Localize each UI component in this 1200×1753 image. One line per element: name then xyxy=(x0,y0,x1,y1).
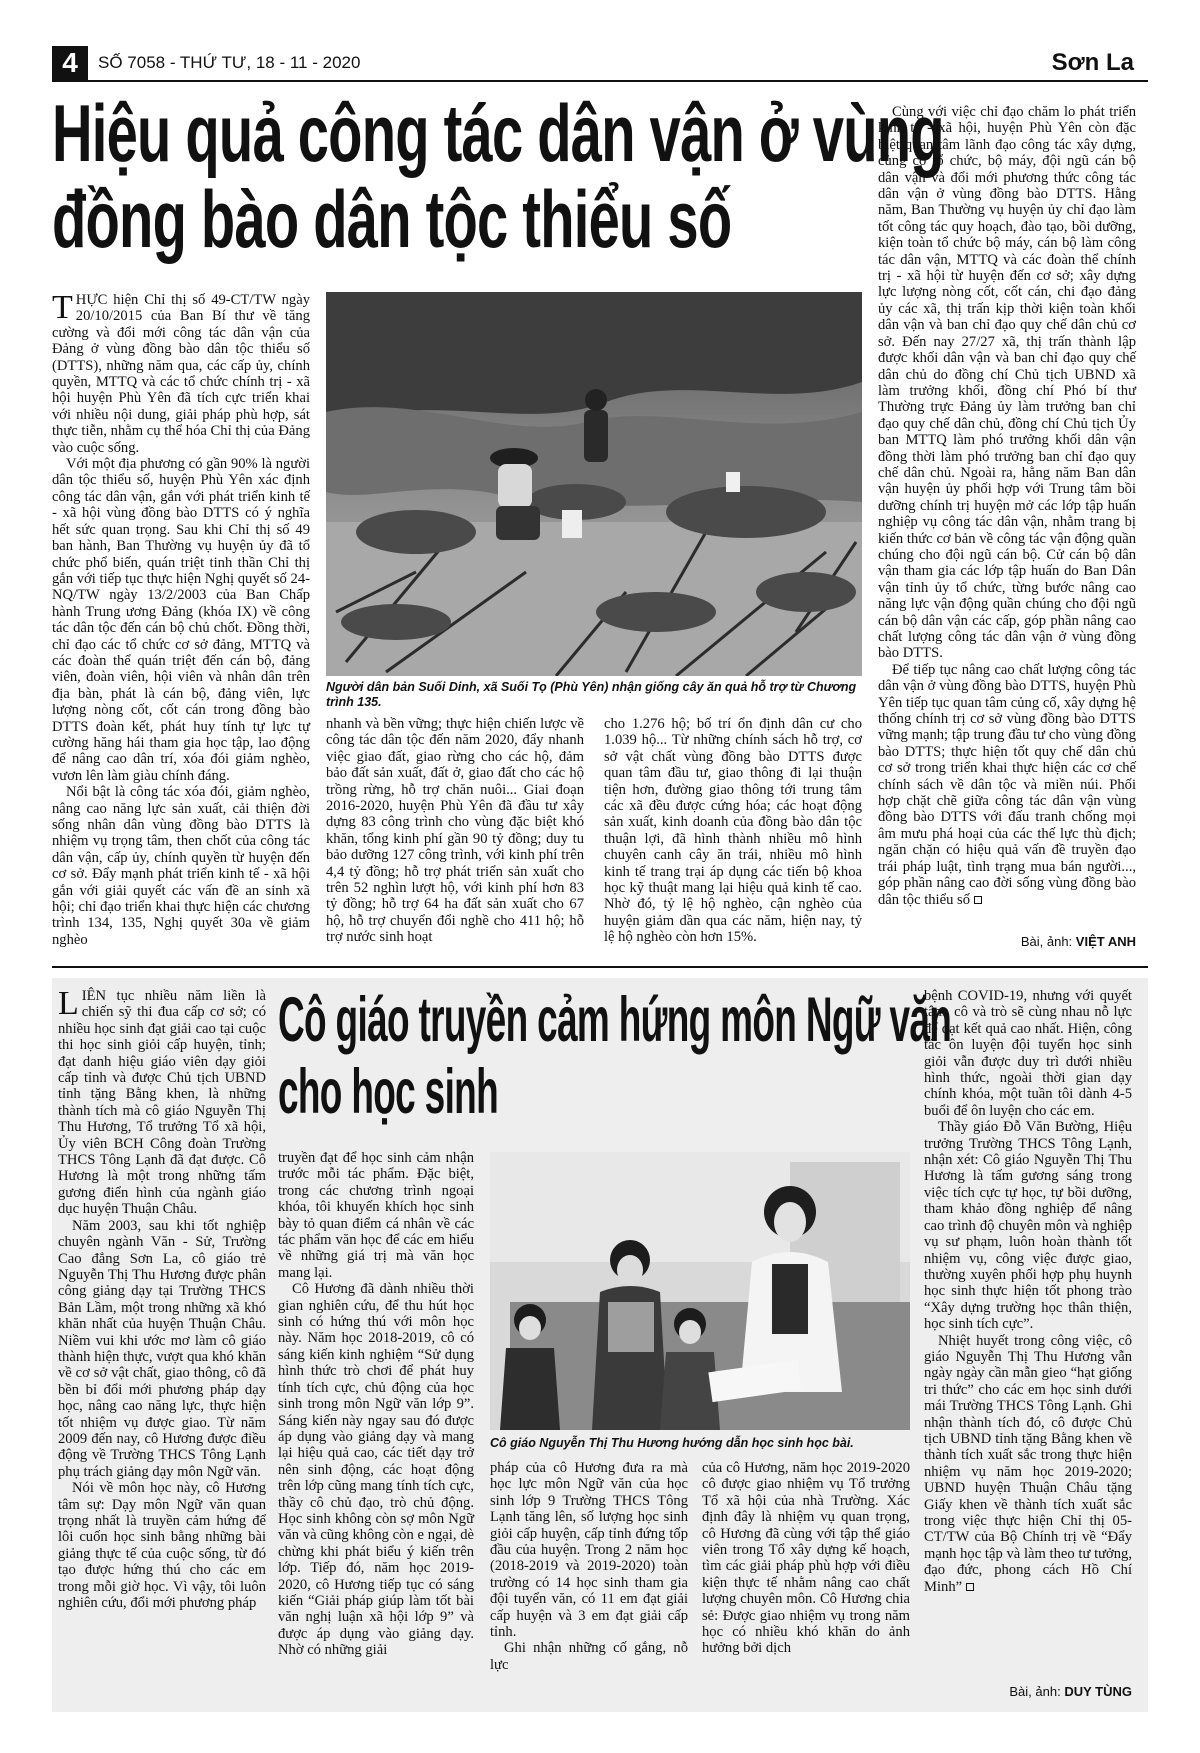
article-2-byline xyxy=(924,1684,1132,1699)
article-1-paragraph: Để tiếp tục nâng cao chất lượng công tác dân vận ở vùng đồng bào DTTS, huyện Phù Yên tiếp tục quan tâm củng cố, xây dựng hệ thống chính trị cơ sở vùng đồng bào DTTS vững mạnh; tập trung đầu tư cho vùng đồng bào DTTS; thực hiện tốt quy chế dân chủ cơ sở trong triển khai thực hiện các cơ chế chính sách về dân tộc và miền núi. Phối hợp chặt chẽ giữa công tác dân vận vùng đồng bào DTTS với đấu tranh chống mọi âm mưu phá hoại của các thế lực thù địch; ngăn chặn có hiệu quả vấn đề truyền đạo trái pháp luật, tình trạng mua bán người..., góp phần nâng cao đời sống vùng đồng bào dân tộc thiểu số xyxy=(878,661,1136,908)
article-separator xyxy=(52,966,1148,968)
article-2-title xyxy=(278,984,952,1144)
article-1-paragraph: nhanh và bền vững; thực hiện chiến lược về công tác dân tộc đến năm 2020, đẩy nhanh việc giao đất, giao rừng cho các hộ, đảm bảo đất sản xuất, đất ở, giao đất cho các hộ trồng rừng, hỗ trợ chăn nuôi... Giai đoạn 2016-2020, huyện Phù Yên đã đầu tư xây dựng 83 công trình cho vùng đặc biệt khó khăn, tổng kinh phí gần 90 tỷ đồng; duy tu bảo dưỡng 127 công trình, với kinh phí trên 4,4 tỷ đồng; hỗ trợ phát triển sản xuất cho trên 52 nghìn lượt hộ, với kinh phí hơn 83 tỷ đồng; hỗ trợ 64 ha đất sản xuất cho 67 hộ, hỗ trợ chuyển đổi nghề cho 411 hộ; hỗ trợ nước sinh hoạt xyxy=(326,716,584,946)
article-2-column-4 xyxy=(702,1460,910,1657)
article-2-paragraph: pháp của cô Hương đưa ra mà học lực môn Ngữ văn của học sinh lớp 9 Trường THCS Tông Lạnh tăng lên, số lượng học sinh giỏi cấp huyện, cấp tỉnh đứng tốp đầu của huyện. Trong 2 năm học (2018-2019 và 2019-2020) toàn trường có 14 học sinh tham gia đội tuyển văn, có 11 em đạt giải cấp huyện và 3 em đạt giải cấp tỉnh. xyxy=(490,1460,688,1641)
byline-prefix: Bài, ảnh: xyxy=(1009,1684,1061,1699)
article-2-paragraph: Năm 2003, sau khi tốt nghiệp chuyên ngành Văn - Sử, Trường Cao đẳng Sơn La, cô giáo trẻ Nguyễn Thị Thu Hương được phân công giảng dạy tại Trường THCS Bản Lầm, một trong những xã khó khăn nhất của huyện Thuận Châu. Niềm vui khi ước mơ làm cô giáo thành hiện thực, vượt qua khó khăn về cơ sở vật chất, giao thông, cô đã bền bỉ đổi mới phương pháp dạy học, nâng cao năng lực, thực hiện tốt nhiệm vụ được giao. Từ năm 2009 đến nay, cô Hương được điều động về Trường THCS Tông Lạnh phụ trách giảng dạy môn Ngữ văn. xyxy=(58,1217,266,1480)
article-2-photo xyxy=(490,1152,910,1430)
end-mark-icon xyxy=(966,1583,974,1591)
dropcap: L xyxy=(58,985,79,1022)
article-1-paragraph: Nổi bật là công tác xóa đói, giảm nghèo, nâng cao năng lực sản xuất, cải thiện đời sống nhân dân vùng đồng bào DTTS là nhiệm vụ trọng tâm, then chốt của công tác dân vận, cấp ủy, chính quyền từ huyện đến cơ sở. Đẩy mạnh phát triển kinh tế - xã hội gắn với giải quyết các vấn đề an sinh xã hội; chỉ đạo triển khai thực hiện các chương trình 134, 135, Nghị quyết 30a về giảm nghèo xyxy=(52,784,310,948)
article-1-column-1 xyxy=(52,289,310,948)
article-2-paragraph: Ghi nhận những cố gắng, nỗ lực xyxy=(490,1640,688,1673)
article-1-column-4 xyxy=(878,104,1136,908)
fruit-seedlings-photo xyxy=(326,292,862,676)
page-header xyxy=(52,46,1148,80)
end-mark-icon xyxy=(974,896,982,904)
page-number: 4 xyxy=(52,46,88,80)
article-1-byline xyxy=(878,934,1136,949)
article-2-title-line1: Cô giáo truyền cảm hứng môn Ngữ văn xyxy=(278,984,952,1055)
article-1-paragraph: Cùng với việc chỉ đạo chăm lo phát triển kinh tế - xã hội, huyện Phù Yên còn đặc biệt quan tâm lãnh đạo công tác xây dựng, củng cố tổ chức, bộ máy, đội ngũ cán bộ dân vận và đổi mới phương thức công tác dân vận ở vùng đồng bào DTTS. Hằng năm, Ban Thường vụ huyện ủy chỉ đạo làm tốt công tác quy hoạch, đào tạo, bồi dưỡng, kiện toàn tổ chức bộ máy, cán bộ làm công tác dân vận, MTTQ và các đoàn thể chính trị - xã hội từ huyện đến cơ sở; xây dựng lực lượng nòng cốt, cốt cán, chi đạo đảng ủy các xã, thị trấn kịp thời kiện toàn khối dân vận và ban chỉ đạo quy chế dân chủ cơ sở. Đến nay 27/27 xã, thị trấn thành lập được khối dân vận và ban chỉ đạo quy chế dân chủ do đồng chí Chủ tịch UBND xã làm trưởng khối, đồng chí Phó bí thư Thường trực Đảng ủy làm trưởng ban chỉ đạo quy chế dân chủ, đồng chí Chủ tịch Ủy ban MTTQ làm phó trưởng khối dân vận đồng thời làm phó trưởng ban chỉ đạo quy chế dân chủ. Ngoài ra, hằng năm Ban dân vận huyện ủy phối hợp với Trung tâm bồi dưỡng chính trị huyện mở các lớp tập huấn nghiệp vụ công tác dân vận, nhằm trang bị kiến thức cơ bản về công tác vận động quần chúng cho đội ngũ cán bộ. Cử cán bộ dân vận tham gia các lớp tập huấn do Ban Dân vận tỉnh ủy tổ chức, từng bước nâng cao năng lực vận động quần chúng cho đội ngũ cán bộ dân vận các cấp, góp phần nâng cao chất lượng công tác dân vận ở vùng đồng bào DTTS. xyxy=(878,104,1136,662)
section-name: Sơn La xyxy=(1051,49,1134,76)
article-2-paragraph: truyền đạt để học sinh cảm nhận trước mỗi tác phẩm. Đặc biệt, trong các chương trình ngoại khóa, tôi khuyến khích học sinh bày tỏ quan điểm cá nhân về các tác phẩm văn học để các em hiểu về những giá trị mà văn học mang lại. xyxy=(278,1150,474,1281)
header-rule xyxy=(52,80,1148,82)
teacher-with-students-photo xyxy=(490,1152,910,1430)
issue-line: SỐ 7058 - THỨ TƯ, 18 - 11 - 2020 xyxy=(98,53,361,72)
article-2-column-5 xyxy=(924,988,1132,1595)
article-1-title-line2: đồng bào dân tộc thiểu số xyxy=(52,175,732,265)
byline-prefix: Bài, ảnh: xyxy=(1020,934,1073,949)
article-1-column-2 xyxy=(326,716,584,946)
article-2-paragraph: Thầy giáo Đỗ Văn Bường, Hiệu trưởng Trường THCS Tông Lạnh, nhận xét: Cô giáo Nguyễn Thị Thu Hương là tấm gương sáng trong việc tích cực tự học, tự bồi dưỡng, tham khảo đồng nghiệp để nâng cao trình độ chuyên môn và nghiệp vụ sư phạm, luôn hoàn thành tốt nhiệm vụ, công việc được giao, thường xuyên phối hợp phụ huynh học sinh thực hiện tốt phong trào “Xây dựng trường học thân thiện, học sinh tích cực”. xyxy=(924,1119,1132,1333)
article-1-paragraph: cho 1.276 hộ; bố trí ổn định dân cư cho 1.039 hộ... Từ những chính sách hỗ trợ, cơ sở vật chất vùng đồng bào DTTS được quan tâm đầu tư, giao thông đi lại thuận tiện hơn, đường giao thông tới trung tâm các xã đều được cứng hóa; các hoạt động sản xuất, kinh doanh của đồng bào dân tộc thuận lợi, đã hình thành nhiều mô hình chuyên canh cây ăn trái, nhiều mô hình kinh tế trang trại áp dụng các tiến bộ khoa học kỹ thuật mang lại hiệu quả kinh tế cao. Nhờ đó, tỷ lệ hộ nghèo, cận nghèo của huyện giảm dần qua các năm, hiện nay, tỷ lệ hộ nghèo còn hơn 15%. xyxy=(604,716,862,946)
article-2-column-1 xyxy=(58,985,266,1612)
article-2-paragraph: Nhiệt huyết trong công việc, cô giáo Nguyễn Thị Thu Hương vẫn ngày ngày cần mẫn gieo “hạt giống tri thức” cho các em học sinh dưới mái Trường THCS Tông Lạnh. Ghi nhận thành tích đó, cô được Chủ tịch UBND tỉnh tặng Bằng khen về thành tích xuất sắc trong thực hiện nhiệm vụ năm học 2019-2020; UBND huyện Thuận Châu tặng Giấy khen về thành tích xuất sắc trong việc thực hiện Chỉ thị 05-CT/TW của Bộ Chính trị về “Đẩy mạnh học tập và làm theo tư tưởng, đạo đức, phong cách Hồ Chí Minh” xyxy=(924,1332,1132,1595)
article-2-paragraph: Nói về môn học này, cô Hương tâm sự: Dạy môn Ngữ văn quan trọng nhất là truyền cảm hứng để lôi cuốn học sinh bằng những bài giảng thực tế của cuộc sống, từ đó tạo được hứng thú cho các em trong mỗi giờ học. Vì vậy, tôi luôn nghiên cứu, đổi mới phương pháp xyxy=(58,1480,266,1612)
article-2-paragraph: bệnh COVID-19, nhưng với quyết tâm, cô và trò sẽ cùng nhau nỗ lực để đạt kết quả cao nhất. Hiện, công tác ôn luyện đội tuyển học sinh giỏi vẫn được duy trì dưới nhiều hình thức, ngoài thời gian dạy chính khóa, một tuần tôi dành 4-5 buổi để ôn luyện cho các em. xyxy=(924,988,1132,1119)
article-2-paragraph: Cô Hương đã dành nhiều thời gian nghiên cứu, để thu hút học sinh có hứng thú với môn học này. Năm học 2018-2019, cô có sáng kiến kinh nghiệm “Sử dụng hình thức trò chơi để phát huy tính tích cực, chủ động của học sinh trong môn Ngữ văn lớp 9”. Sáng kiến này ngay sau đó được áp dụng vào giảng dạy và mang lại hiệu quả cao, các tiết dạy trở nên sinh động, các hoạt động trên lớp cũng mang tính tích cực, thầy cô chủ đạo, trò chủ động. Học sinh không còn sợ môn Ngữ văn và cũng không còn e ngại, dè chừng khi phát biểu ý kiến trên lớp. Tiếp đó, năm học 2019-2020, cô Hương tiếp tục có sáng kiến “Giải pháp giúp làm tốt bài văn nghị luận xã hội lớp 9” và được áp dụng vào giảng dạy. Nhờ có những giải xyxy=(278,1281,474,1659)
article-2-column-2 xyxy=(278,1150,474,1659)
article-1-column-3 xyxy=(604,716,862,946)
article-1-title xyxy=(52,88,944,268)
article-1-paragraph: THỰC hiện Chỉ thị số 49-CT/TW ngày 20/10/2015 của Ban Bí thư về tăng cường và đổi mới công tác dân vận của Đảng ở vùng đồng bào dân tộc thiểu số (DTTS), những năm qua, các cấp ủy, chính quyền, MTTQ và các tổ chức chính trị - xã hội huyện Phù Yên đã tích cực triển khai với nhiều nội dung, giải pháp phù hợp, sát thực tiễn, nhằm cụ thể hóa Chỉ thị của Đảng vào cuộc sống. xyxy=(52,289,310,456)
dropcap: T xyxy=(52,289,73,326)
article-1-paragraph: Với một địa phương có gần 90% là người dân tộc thiểu số, huyện Phù Yên xác định công tác dân vận, gắn với phát triển kinh tế - xã hội vùng đồng bào DTTS có ý nghĩa hết sức quan trọng. Sau khi Chỉ thị số 49 ban hành, Ban Thường vụ huyện ủy đã tổ chức phổ biến, quán triệt tinh thần Chỉ thị gắn với tiếp tục thực hiện Nghị quyết số 24-NQ/TW ngày 13/2/2003 của Ban Chấp hành Trung ương Đảng (khóa IX) về công tác dân tộc đến cán bộ chủ chốt. Đồng thời, chỉ đạo các tổ chức cơ sở đảng, MTTQ và các đoàn thể quán triệt đến cán bộ, đảng viên, đoàn viên, hội viên và nhân dân trên địa bàn, phát là cán bộ, đảng viên, lực lượng nòng cốt, cốt cán trong đồng bào DTTS đoàn kết, phát huy tính tự lực tự cường hăng hái tham gia học tập, lao động để nâng cao dân trí, xóa đói giảm nghèo, vươn lên làm giàu chính đáng. xyxy=(52,456,310,784)
article-1-title-line1: Hiệu quả công tác dân vận ở vùng xyxy=(52,89,944,179)
article-2-paragraph: của cô Hương, năm học 2019-2020 cô được giao nhiệm vụ Tổ trưởng Tổ xã hội của nhà Trường. Xác định đây là nhiệm vụ quan trọng, cô Hương đã cùng với tập thể giáo viên trong Tổ xây dựng kế hoạch, tìm các giải pháp phù hợp với điều kiện thực tế nhằm nâng cao chất lượng chuyên môn. Cô Hương chia sẻ: Được giao nhiệm vụ trong năm học có nhiều khó khăn do ảnh hưởng bởi dịch xyxy=(702,1460,910,1657)
byline-author: VIỆT ANH xyxy=(1075,934,1136,949)
article-2-title-line2: cho học sinh xyxy=(278,1056,499,1127)
article-2-paragraph: LIÊN tục nhiều năm liền là chiến sỹ thi đua cấp cơ sở; có nhiều học sinh đạt giải cao tại cuộc thi học sinh giỏi cấp huyện, tỉnh; đạt danh hiệu giáo viên dạy giỏi cấp tỉnh và được Chủ tịch UBND tỉnh tặng Bằng khen, là những thành tích mà cô giáo Nguyễn Thị Thu Hương, Tổ trưởng Tổ xã hội, Ủy viên BCH Công đoàn Trường THCS Tông Lạnh đã đạt được. Cô Hương là một trong những tấm gương điển hình của ngành giáo dục huyện Thuận Châu. xyxy=(58,985,266,1218)
article-1-photo xyxy=(326,292,862,676)
article-1-photo-caption: Người dân bản Suối Dinh, xã Suối Tọ (Phù Yên) nhận giống cây ăn quả hỗ trợ từ Chương trình 135. xyxy=(326,680,857,709)
article-2-column-3 xyxy=(490,1460,688,1673)
article-2-photo-caption: Cô giáo Nguyễn Thị Thu Hương hướng dẫn học sinh học bài. xyxy=(490,1436,854,1450)
byline-author: DUY TÙNG xyxy=(1064,1684,1132,1699)
